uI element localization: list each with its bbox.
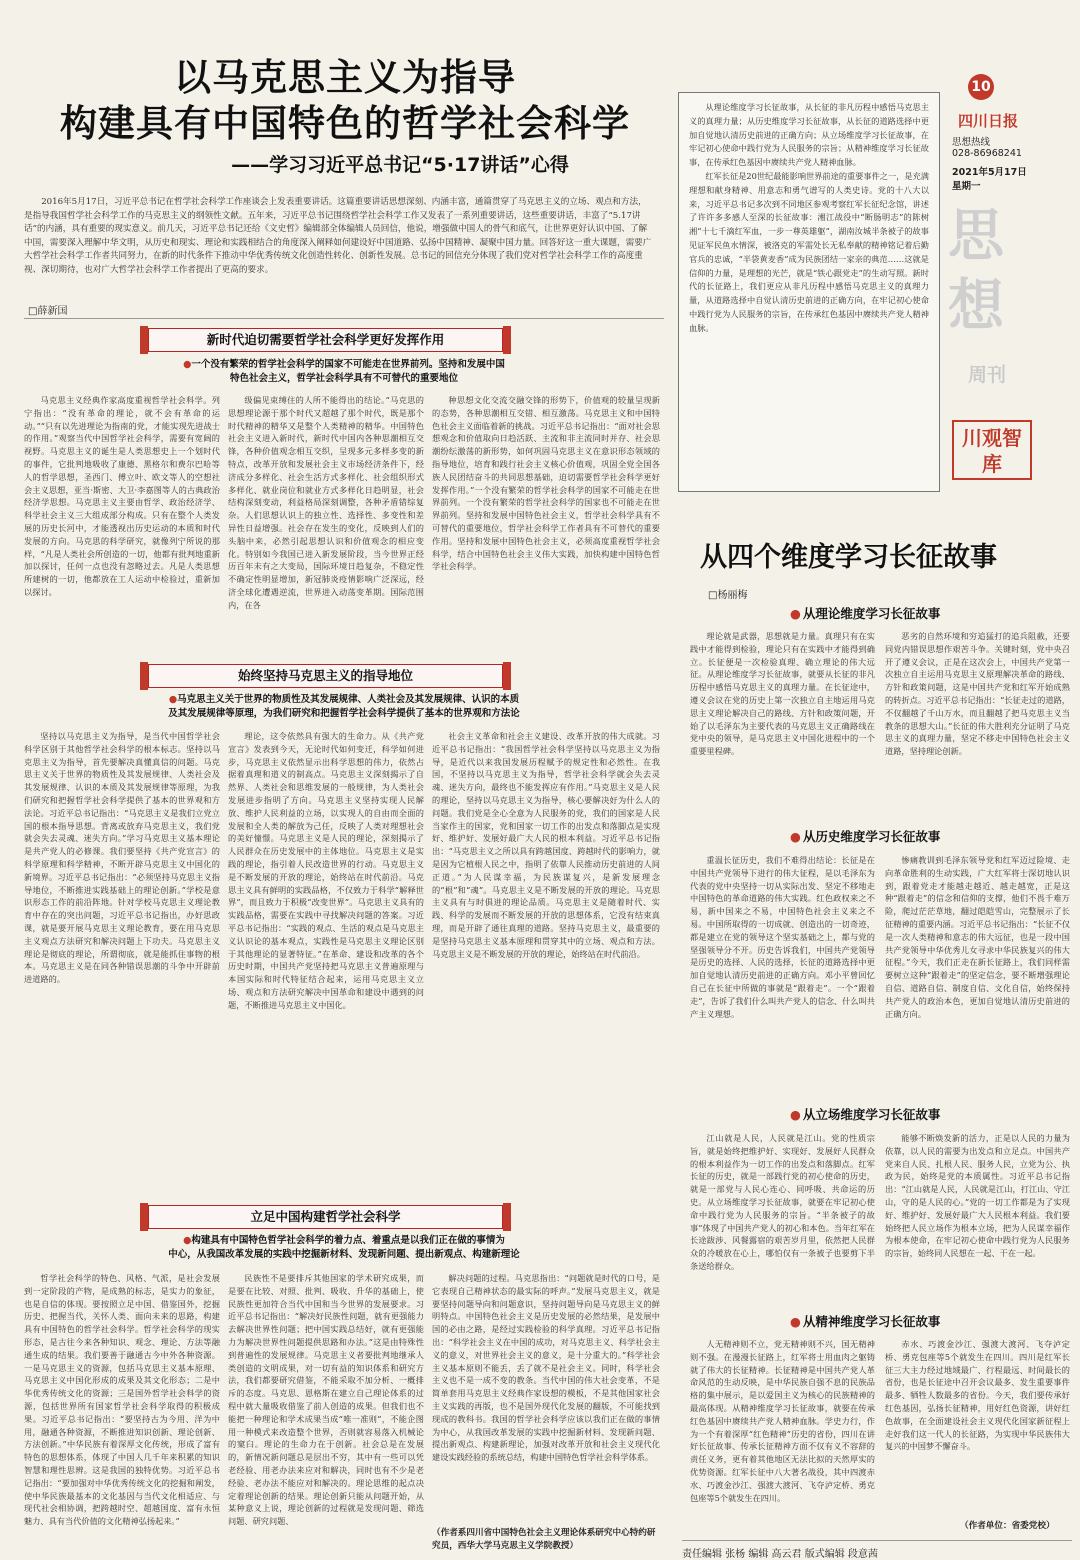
bracket-right-icon [503,326,511,354]
bullet-icon: ● [168,694,178,705]
section-title: 新时代迫切需要哲学社会科学更好发挥作用 [206,332,445,347]
section-header-2 [148,664,503,688]
subsection-2-column-2: 惨痛教训到毛泽东领导党和红军迈过险境、走向革命胜利的生动实践，广大红军将士深切地认识到，跟着党走才能越走越近、越走越宽，正是这种“跟着走”的信念和信仰的支撑，他们不畏千难万险，爬过茫茫草地，翻过皑皑雪山，完整展示了长征精神的重要内涵。习近平总书记指出：“长征不仅是一次人类精神和意志的伟大远征，也是一段中国共产党领导中华优秀儿女寻求中华民族复兴的伟大征程。”今天，我们正走在新长征路上，我们同样需要树立这种“跟着走”的坚定信念，要不断增强理论自信、道路自信、制度自信、文化自信，始终保持共产党人的政治本色，更加自觉地认清历史前进的正确方向。 [885,855,1070,1019]
main-headline [20,55,670,147]
intro-paragraph: 2016年5月17日，习近平总书记在哲学社会科学工作座谈会上发表重要讲话。这篇重要讲话思想深刻、内涵丰富，通篇贯穿了马克思主义的立场、观点和方法，是指导我国哲学社会科学工作的马克思主义的纲领性文献。五年来，习近平总书记围绕哲学社会科学工作又发表了一系列重要讲话，这些重要讲话，丰富了“5.17讲话”的内涵，具有重要的现实意义。前几天，习近平总书记还给《文史哲》编辑部全体编辑人员回信，他说，增强做中国人的骨气和底气，让世界更好认识中国、了解中国，需要深入理解中华文明，从历史和现实、理论和实践相结合的角度深入阐释如何建设好中国道路、弘扬中国精神、凝聚中国力量。回答好这一重大课题，需要广大哲学社会科学工作者共同努力，在新的时代条件下推动中华优秀传统文化创造性转化、创新性发展。总书记的回信充分体现了我们党对哲学社会科学工作的高度重视、深切期待，也对广大哲学社会科学工作者提出了更高的要求。 [24,197,652,275]
section-2-column-2: 理论，这令依然具有强大的生命力。从《共产党宣言》发表到今天，无论时代如何变迁，科学如何进步，马克思主义依然显示出科学思想的伟力，依然占据着真理和道义的制高点。马克思主义深刻揭示了自然界、人类社会和思维发展的一般规律，为人类社会发展进步指明了方向。马克思主义坚持实现人民解放、维护人民利益的立场，以实现人的自由而全面的发展和全人类的解放为己任，反映了人类对理想社会的美好憧憬。马克思主义是人民的理论，深刻揭示了人民群众在历史发展中的主体地位。马克思主义是实践的理论，指引着人民改造世界的行动。马克思主义是不断发展的开放的理论，始终站在时代前沿。马克思主义具有鲜明的实践品格，不仅致力于科学“解释世界”，而且致力于积极“改变世界”。马克思主义具有的实践品格，需要在实践中寻找解决问题的答案。习近平总书记指出：“实践的观点、生活的观点是马克思主义认识论的基本观点，实践性是马克思主义理论区别于其他理论的显著特征。”在革命、建设和改革的各个历史时期，中国共产党坚持把马克思主义普遍原理与本国实际和时代特征结合起来，运用马克思主义立场、观点和方法研究解决中国革命和建设中遇到的问题，不断推进马克思主义中国化。 [228,731,424,1010]
lead-line: 及其发展规律等原理，为我们研究和把握哲学社会科学提供了基本的世界观和方法论 [168,708,520,719]
bullet-icon: ● [790,606,801,621]
editor-credits: 责任编辑 张杨 编辑 高云君 版式编辑 段意茜 [682,1549,878,1560]
headline-line-1: 以马克思主义为指导 [174,56,516,99]
weekday: 星期一 [952,181,981,192]
subsection-1-column-1: 理论就是武器，思想就是力量。真理只有在实践中才能得到检验，理论只有在实践中才能得到确立。长征便是一次检验真理、确立理论的伟大远征。从理论维度学习长征故事，就要从长征的非凡历程中感悟马克思主义的真理力量。在长征途中，遵义会议在党的历史上第一次独立自主地运用马克思主义理论解决自己的路线、方针和政策问题，开始了以毛泽东为主要代表的马克思主义正确路线在党中央的领导，是马克思主义中国化进程中的一个重要里程碑。 [690,631,875,757]
think-tank-seal: 川观智库 [952,420,1032,480]
section-lead-3 [24,1234,664,1262]
lead-line: 一个没有繁荣的哲学社会科学的国家不可能走在世界前列。坚持和发展中国 [191,359,505,370]
summary-para-2: 红军长征是20世纪最能影响世界前途的重要事件之一，是充满理想和献身精神、用意志和勇气谱写的人类史诗。党的十八大以来，习近平总书记多次到不同地区参观考察红军长征纪念馆，讲述了许许多多感人至深的长征故事：湘江战役中“断肠明志”的陈树湘“十七千滴红军血，一步一尊英雄躯”，湖南汝城半条被子的故事见证军民鱼水情深，被洛克的军需处长无私奉献的精神铭记着后勤官兵的忠诚，“半袋黄麦香”成为民族团结一家亲的典范……这就是信仰的力量，是理想的光芒，就是“铁心跟党走”的生动写照。新时代的长征路上，我们更应从非凡历程中感悟马克思主义的真理力量，从道路选择中自觉认清历史前进的正确方向，在牢记初心使命中践行党为人民服务的宗旨，在传承红色基因中赓续共产党人精神血脉。 [689,170,929,333]
bracket-left-icon [140,662,148,690]
section-name: 思想热线 [952,137,991,148]
subsection-4-column-2: 赤水、巧渡金沙江、强渡大渡河、飞夺泸定桥、勇克包座等5个就发生在四川。四川是红军长征三大主力经过地域最广、行程最远、时间最长的省份，也是长征途中召开会议最多、发生重要事件最多、牺牲人数最多的省份。今天，我们要传承好红色基因，弘扬长征精神，用好红色资源，讲好红色故事，在全面建设社会主义现代化国家新征程上走好我们这一代人的长征路，为实现中华民族伟大复兴的中国梦不懈奋斗。 [885,1339,1070,1452]
paper-logo: 四川日报 [958,112,1019,130]
bullet-icon: ● [790,1314,801,1329]
section-title: 始终坚持马克思主义的指导地位 [237,668,413,683]
subsection-2-column-1: 重温长征历史，我们不难得出结论：长征是在中国共产党领导下进行的伟大征程，是以毛泽东为代表的党中央坚持一切从实际出发、坚定不移地走中国特色的革命道路的伟大实践。红色政权来之不易，新中国来之不易，中国特色社会主义来之不易。中国所取得的一切成就、创造出的一切奇迹，都是建立在党的领导这个坚实基础之上，都与党的坚强领导分不开。历史告诉我们，中国共产党领导是历史的选择、人民的选择，长征的道路选择中更加自觉地认清历史前进的正确方向。邓小平曾回忆自己在长征中所做的事就是“跟着走”。一个“跟着走”，告诉了我们什么叫共产党人的信念、什么叫共产主义理想。 [690,855,875,1019]
subsection-heading-2: ● 从历史维度学习长征故事 [790,829,941,844]
bracket-right-icon [503,1203,511,1231]
subsection-3-column-2: 能够不断焕发新的活力，正是以人民的力量为依靠，以人民的需要为出发点和立足点。中国共产党来自人民、扎根人民、服务人民，立党为公、执政为民，始终是党的本质属性。习近平总书记指出：“江山就是人民，人民就是江山，打江山、守江山，守的是人民的心。”党的一切工作都是为了实现好、维护好、发展好最广大人民根本利益。我们要始终把人民立场作为根本立场，把为人民谋幸福作为根本使命，在牢记初心使命中践行党为人民服务的宗旨，始终同人民想在一起、干在一起。 [885,1133,1070,1259]
right-author-note: （作者单位：省委党校） [960,1521,1055,1531]
bullet-icon: ● [183,359,192,370]
subsection-heading-1: ● 从理论维度学习长征故事 [790,606,941,621]
subsection-3-column-1: 江山就是人民，人民就是江山。党的性质宗旨，就是始终把维护好、实现好、发展好人民群众的根本利益作为一切工作的出发点和落脚点。红军长征的历史，就是一部践行党的初心使命的历史，就是一部党与人民心连心、同呼吸、共命运的历史。从立场维度学习长征故事，就要在牢记初心使命中践行党为人民服务的宗旨。“半条被子的故事”体现了中国共产党人的初心和本色。当年红军在长途跋涉、风餐露宿的艰苦岁月里，依然把人民群众的冷暖放在心上，哪怕仅有一条被子也要剪下半条送给群众。 [690,1133,875,1271]
subsection-1-column-2: 恶劣的自然环境和穷追猛打的追兵阻截，还要同党内错误思想作艰苦斗争。关键时刻，党中央召开了遵义会议，正是在这次会上，中国共产党第一次独立自主运用马克思主义原理解决革命的路线、方针和政策问题，这是中国共产党和红军开始成熟的转折点。习近平总书记指出：“长征走过的道路，不仅翻越了千山万水，而且翻越了把马克思主义当教条的思想大山。”长征的伟大胜利充分证明了马克思主义的真理力量，坚定不移走中国特色社会主义道路，坚持理论创新。 [885,631,1070,757]
section-lead-1 [24,358,664,386]
subsection-4-column-1: 人无精神则不立，党无精神则不兴，国无精神则不强。在漫漫长征路上，红军将士用血肉之躯铸就了伟大的长征精神。长征精神是中国共产党人革命风范的生动反映，是中华民族自强不息的民族品格的集中展示，是以爱国主义为核心的民族精神的最高体现。从精神维度学习长征故事，就要在传承红色基因中赓续共产党人精神血脉。学史力行，作为一个有着深厚“红色精神”历史的省份，四川在讲好长征故事、传承长征精神方面不仅有义不容辞的责任义务，更有着其他地区无法比拟的天然厚实的优势资源。红军长征中八大著名战役，其中四渡赤水、巧渡金沙江、强渡大渡河、飞夺泸定桥、勇克包座等5个就发生在四川。 [690,1339,875,1503]
main-subtitle: ——学习习近平总书记“5·17讲话”心得 [231,154,569,176]
headline-line-2: 构建具有中国特色的哲学社会科学 [60,102,630,145]
issue-date: 2021年5月17日 [952,167,1027,178]
bracket-left-icon [140,326,148,354]
bracket-right-icon [503,662,511,690]
section-2-column-1: 坚持以马克思主义为指导，是当代中国哲学社会科学区别于其他哲学社会科学的根本标志。坚持以马克思主义为指导，首先要解决真懂真信的问题。马克思主义关于世界的物质性及其发展规律、人类社会及其发展规律、认识的本质及其发展规律等原理，为我们研究和把握哲学社会科学提供了基本的世界观和方法论。习近平总书记指出：“马克思主义是我们立党立国的根本指导思想。背离或放弃马克思主义，我们党就会失去灵魂、迷失方向。”学习马克思主义基本理论是共产党人的必修课。我们要坚持《共产党宣言》的科学原理和科学精神，不断开辟马克思主义中国化的新境界。习近平总书记指出：“必须坚持马克思主义指导地位，不断推进实践基础上的理论创新。”学校是意识形态工作的前沿阵地。针对学校马克思主义理论教育中存在的突出问题，习近平总书记指出，办好思政课，就是要开展马克思主义理论教育，要在用马克思主义观点方法研究和解决问题上下功夫。马克思主义理论是彻底的理论，所谓彻底，就是能抓住事物的根本。马克思主义是在同各种错误思潮的斗争中开辟前进道路的。 [24,731,220,985]
divider [24,318,664,319]
lead-line: 构建具有中国特色哲学社会科学的着力点、着重点是以我们正在做的事情为 [191,1235,505,1246]
bullet-icon: ● [790,829,801,844]
lead-line: 中心，从我国改革发展的实践中挖掘新材料、发现新问题、提出新观点、构建新理论 [168,1249,520,1260]
lead-line: 马克思主义关于世界的物质性及其发展规律、人类社会及其发展规律、认识的本质 [177,694,520,705]
footer-divider [682,1540,1072,1541]
hotline-number: 028-86968241 [952,148,1022,159]
column-char-1: 思 [948,203,1004,269]
author-note: （作者系四川省中国特色社会主义理论体系研究中心特约研究员，西华大学马克思主义学院教授） [432,1528,656,1551]
weekly-label: 周刊 [968,364,1007,386]
bullet-icon: ● [183,1235,192,1246]
section-3-column-3: 解决问题的过程。马克思指出：“问题就是时代的口号，是它表现自己精神状态的最实际的呼声。”发展马克思主义，就是要坚持问题导向和问题意识，坚持问题导向是马克思主义的鲜明特点。中国特色社会主义是历史发展的必然结果，是发展中国的必由之路，是经过实践检验的科学真理。习近平总书记指出：“科学社会主义在中国的成功，对马克思主义、科学社会主义的意义，对世界社会主义的意义，是十分重大的。”科学社会主义基本原则不能丢，丢了就不是社会主义。同时，科学社会主义也不是一成不变的教条。当代中国的伟大社会变革，不是简单套用马克思主义经典作家设想的模板，不是其他国家社会主义实践的再版，也不是国外现代化发展的翻版，不可能找到现成的教科书。我国的哲学社会科学应该以我们正在做的事情为中心，从我国改革发展的实践中挖掘新材料、发现新问题、提出新观点、构建新理论，加强对改革开放和社会主义现代化建设实践经验的系统总结，构建中国特色哲学社会科学体系。 [432,1273,660,1463]
section-1-column-3: 种思想文化交流交融交锋的形势下，价值观的较量呈现新的态势，各种思潮相互交错、相互激荡。马克思主义和中国特色社会主义面临着新的挑战。习近平总书记指出：“面对社会思想观念和价值取向日趋活跃、主流和非主流同时并存、社会思潮纷纭激荡的新形势，如何巩固马克思主义在意识形态领域的指导地位，培育和践行社会主义核心价值观，巩固全党全国各族人民团结奋斗的共同思想基础，迫切需要哲学社会科学更好发挥作用。”一个没有繁荣的哲学社会科学的国家不可能走在世界前列。一个没有繁荣的哲学社会科学的国家也不可能走在世界前列。坚持和发展中国特色社会主义，哲学社会科学具有不可替代的重要地位，哲学社会科学工作者具有不可替代的重要作用。坚持和发展中国特色社会主义，必须高度重视哲学社会科学，结合中国特色社会主义伟大实践，加快构建中国特色哲学社会科学。 [432,395,660,572]
section-1-column-1: 马克思主义经典作家高度重视哲学社会科学。列宁指出：“没有革命的理论，就不会有革命的运动。”“只有以先进理论为指南的党，才能实现先进战士的作用。”观察当代中国哲学社会科学，需要有宽阔的视野。马克思主义的诞生是人类思想史上一个划时代的事件，它批判地吸收了康德、黑格尔和费尔巴哈等人的哲学思想，圣西门、傅立叶、欧文等人的空想社会主义思想，亚当·斯密、大卫·李嘉图等人的古典政治经济学思想。马克思主义主要由哲学、政治经济学、科学社会主义三大组成部分构成。只有在整个人类发展的历史长河中，才能透视出历史运动的本质和时代发展的方向。马克思的科学研究，就像列宁所说的那样，“凡是人类社会所创造的一切，他都有批判地重新加以探讨，任何一点也没有忽略过去。凡是人类思想所建树的一切，他都放在工人运动中检验过，重新加以探讨。 [24,395,220,597]
column-char-2: 想 [948,273,1004,339]
bracket-left-icon [140,1203,148,1231]
section-1-column-2: 级偏见束缚住的人所不能得出的结论。”马克思的思想理论源于那个时代又超越了那个时代，既是那个时代精神的精华又是整个人类精神的精华。中国特色社会主义进入新时代，新时代中国内各种思潮相互交锋，各种价值观念相互交织，呈现多元多样多变的新特点，改革开放和发展社会主义市场经济条件下，经济成分多样化、社会生活方式多样化、社会组织形式多样化、就业岗位和就业方式多样化日趋明显，社会结构深刻变动，利益格局深刻调整，各种矛盾错综复杂。人们思想认识上的独立性、选择性、多变性和差异性日益增强。社会存在发生的变化，反映到人们的头脑中来，必然引起思想认识和价值观念的相应变化。特别如今我国已进入新发展阶段，当今世界正经历百年未有之大变局，国际环境日趋复杂，不稳定性不确定性明显增加，新冠肺炎疫情影响广泛深远，经济全球化遭遇逆流，世界进入动荡变革期。国际范围内，在各 [228,395,424,610]
right-byline: □杨丽梅 [708,590,748,601]
section-lead-2 [24,693,664,721]
subsection-heading-3: ● 从立场维度学习长征故事 [790,1107,941,1122]
lead-line: 特色社会主义，哲学社会科学具有不可替代的重要地位 [229,373,458,384]
summary-box [678,92,940,492]
section-header-3 [148,1205,503,1229]
section-title: 立足中国构建哲学社会科学 [250,1209,401,1224]
summary-para-1: 从理论维度学习长征故事，从长征的非凡历程中感悟马克思主义的真理力量；从历史维度学习长征故事，从长征的道路选择中更加自觉地认清历史前进的正确方向；从立场维度学习长征故事，在牢记初心使命中践行党为人民服务的宗旨；从精神维度学习长征故事，在传承红色基因中赓续共产党人精神血脉。 [689,102,929,168]
section-header-1 [148,328,503,352]
section-2-column-3: 社会主义革命和社会主义建设、改革开放的伟大成就。习近平总书记指出：“我国哲学社会科学坚持以马克思主义为指导，是近代以来我国发展历程赋予的规定性和必然性。在我国，不坚持以马克思主义为指导，哲学社会科学就会失去灵魂、迷失方向，最终也不能发挥应有作用。”马克思主义是人民的理论，坚持以马克思主义为指导，核心要解决好为什么人的问题。我们党是全心全意为人民服务的党，我们的国家是人民当家作主的国家，党和国家一切工作的出发点和落脚点是实现好、维护好、发展好最广大人民的根本利益。习近平总书记指出：“马克思主义之所以具有跨越国度、跨越时代的影响力，就是因为它植根人民之中，指明了依靠人民推动历史前进的人间正道。”为人民谋幸福，为民族谋复兴，是新发展理念的“根”和“魂”。马克思主义是不断发展的开放的理论。马克思主义具有与时俱进的理论品质。马克思主义是随着时代、实践、科学的发展而不断发展的开放的思想体系，它没有结束真理，而是开辟了通往真理的道路。坚持马克思主义，最重要的是坚持马克思主义基本原理和贯穿其中的立场、观点和方法。马克思主义是不断发展的开放的理论，始终站在时代前沿。 [432,731,660,959]
right-article-title: 从四个维度学习长征故事 [700,542,997,573]
section-3-column-1: 哲学社会科学的特色、风格、气派，是社会发展到一定阶段的产物，是成熟的标志，是实力的象征，也是自信的体现。要按照立足中国、借鉴国外，挖掘历史、把握当代，关怀人类、面向未来的思路，构建具有中国特色的哲学社会科学。哲学社会科学的现实形态，是古往今来各种知识、观念、理论、方法等融通生成的结果。我们要善于融通古今中外各种资源。一是马克思主义的资源，包括马克思主义基本原理、马克思主义中国化形成的成果及其文化形态；二是中华优秀传统文化的资源；三是国外哲学社会科学的资源，包括世界所有国家哲学社会科学取得的积极成果。习近平总书记指出：“要坚持古为今用、洋为中用，融通各种资源，不断推进知识创新、理论创新、方法创新。”中华民族有着深厚文化传统，形成了富有特色的思想体系，体现了中国人几千年来积累的知识智慧和理性思辨。这是我国的独特优势。习近平总书记指出：“要加强对中华优秀传统文化的挖掘和阐发，使中华民族最基本的文化基因与当代文化相适应、与现代社会相协调，把跨越时空、超越国度、富有永恒魅力、具有当代价值的文化精神弘扬起来。” [24,1273,220,1527]
section-3-column-2: 民族性不是要排斥其他国家的学术研究成果，而是要在比较、对照、批判、吸收、升华的基础上，使民族性更加符合当代中国和当今世界的发展要求。习近平总书记指出：“解决好民族性问题，就有更强能力去解决世界性问题；把中国实践总结好，就有更强能力为解决世界性问题提供思路和办法。”这是由特殊性到普遍性的发展规律。马克思主义者要批判地继承人类创造的文明成果，对一切有益的知识体系和研究方法，我们都要研究借鉴，不能采取不加分析、一概排斥的态度。马克思、恩格斯在建立自己理论体系的过程中就大量吸收借鉴了前人创造的成果。但我们也不能把一种理论和学术成果当成“唯一准则”，不能企图用一种模式来改造整个世界，否则就容易落入机械论的窠臼。理论的生命力在于创新。社会总是在发展的，新情况新问题总是层出不穷，其中有一些可以凭老经验、用老办法来应对和解决，同时也有不少是老经验、老办法不能应对和解决的。理论思维的起点决定着理论创新的结果。理论创新只能从问题开始，从某种意义上说，理论创新的过程就是发现问题、筛选问题、研究问题、 [228,1273,424,1527]
main-byline: □薛新国 [28,306,68,317]
page-number: 10 [968,74,994,100]
bullet-icon: ● [790,1107,801,1122]
subsection-heading-4: ● 从精神维度学习长征故事 [790,1314,941,1329]
